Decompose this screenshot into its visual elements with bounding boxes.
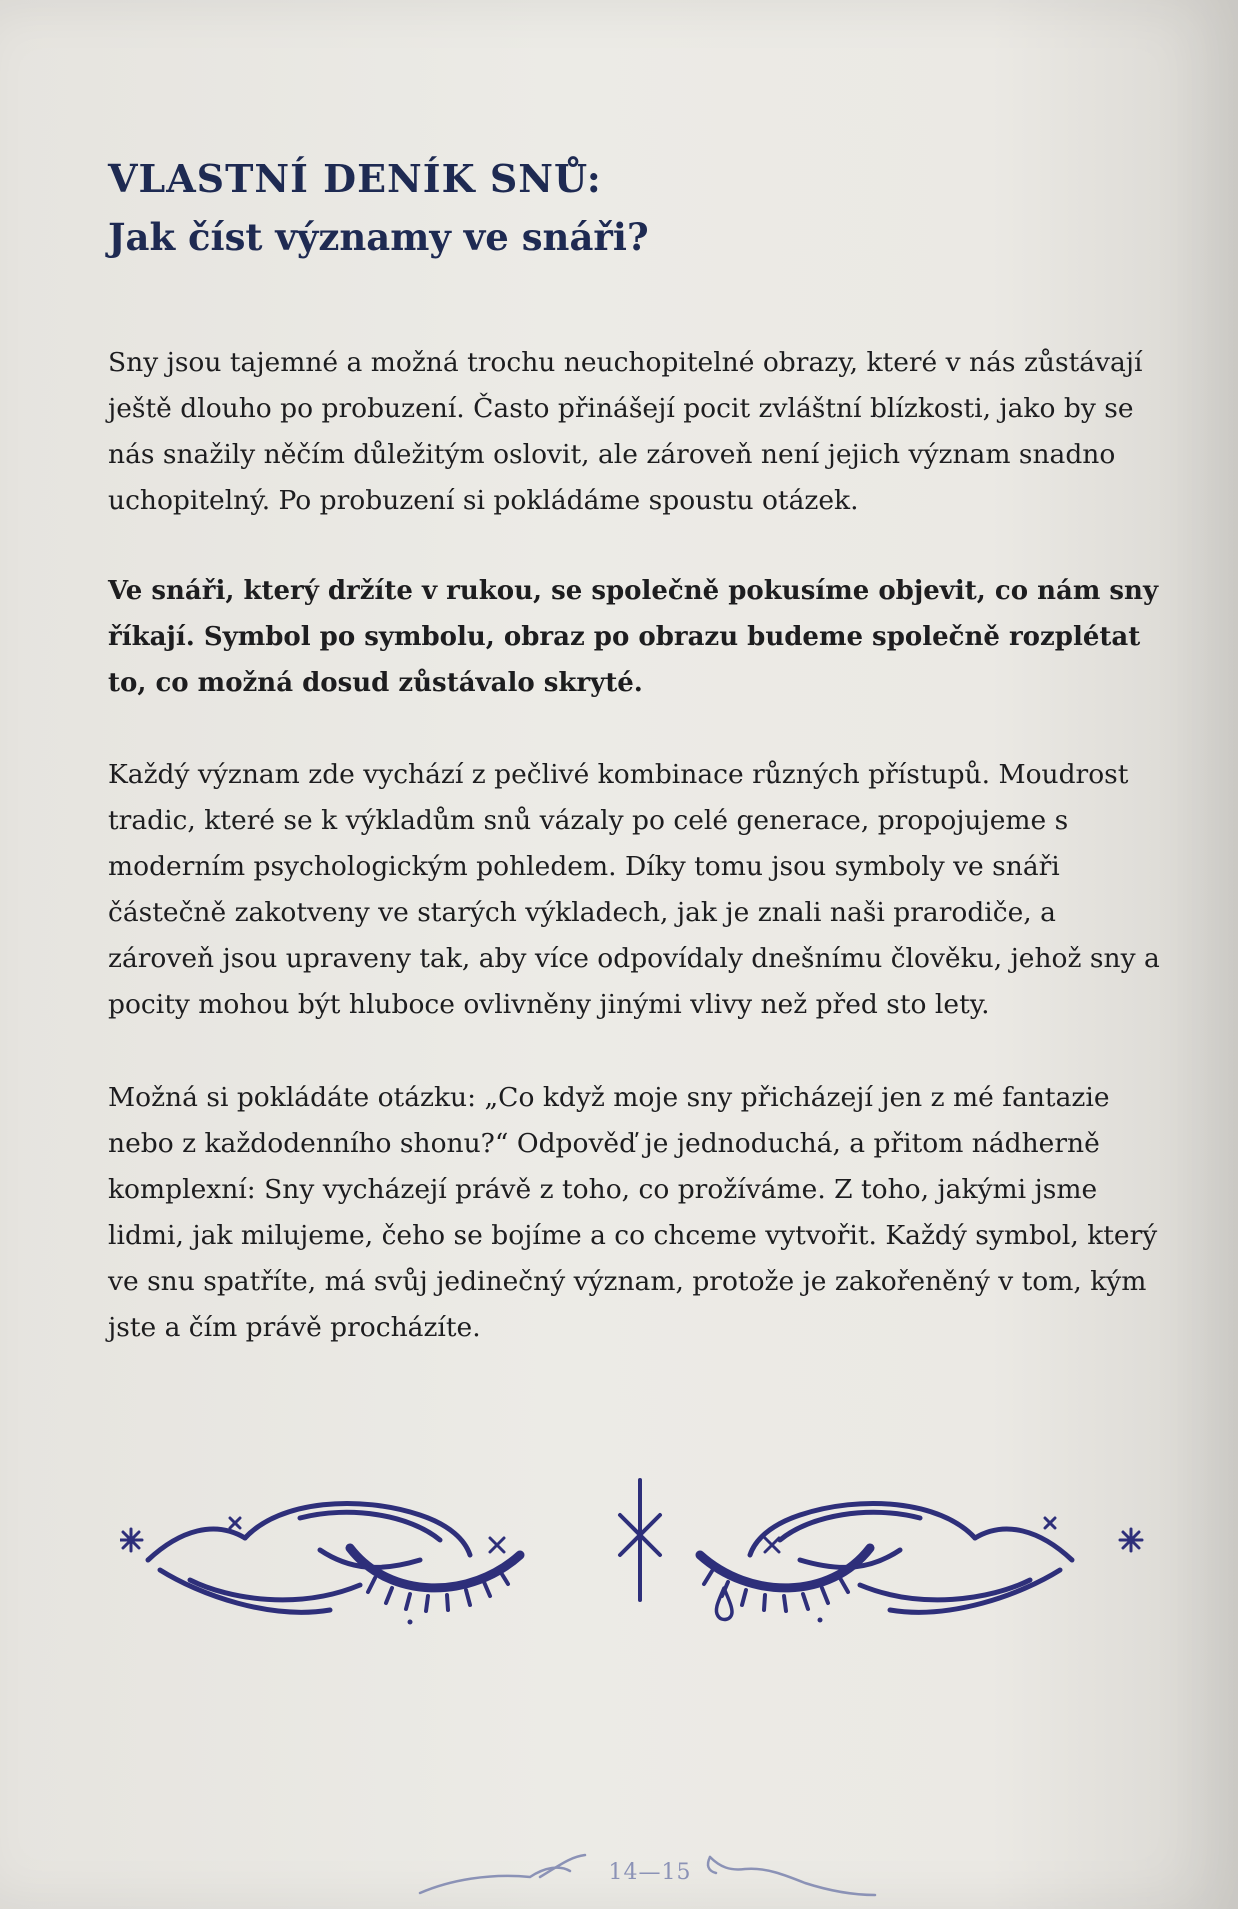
- center-star-icon: [620, 1480, 660, 1600]
- paragraph-question: Možná si pokládáte otázku: „Co když moje sny přicházejí jen z mé fantazie nebo z každodenního shonu?“ Odpověď je jednoduchá, a přitom nádherně komplexní: Sny vycházejí právě z toho, co prožíváme. Z toho, jakými jsme lidmi, jak milujeme, čeho se bojíme a co chceme vytvořit. Každý symbol, který ve snu spatříte, má svůj jedinečný význam, protože je zakořeněný v tom, kým jste a čím právě procházíte.: [108, 1082, 1158, 1343]
- paragraph-method: Každý význam zde vychází z pečlivé kombinace různých přístupů. Moudrost tradic, které se k výkladům snů vázaly po celé generace, propojujeme s moderním psychologickým pohledem. Díky tomu jsou symboly ve snáři částečně zakotveny ve starých výkladech, jak je znali naši prarodiče, a zároveň jsou upraveny tak, aby více odpovídaly dnešnímu člověku, jehož sny a pocity mohou být hluboce ovlivněny jinými vlivy než před sto lety.: [108, 759, 1160, 1020]
- closed-eye-icon: [700, 1548, 870, 1623]
- star-icon: [1120, 1529, 1142, 1551]
- dream-ornament: [120, 1460, 1160, 1630]
- tear-icon: [716, 1588, 732, 1619]
- closed-eye-icon: [350, 1548, 520, 1625]
- page-title: [108, 150, 1158, 266]
- cloud-icon: [750, 1503, 1072, 1612]
- star-icon: [120, 1529, 142, 1551]
- page-number: 14—15: [608, 1860, 692, 1885]
- title-line-2: Jak číst významy ve snáři?: [108, 215, 649, 259]
- paragraph-bold: Ve snáři, který držíte v rukou, se společně pokusíme objevit, co nám sny říkají. Symbol po symbolu, obraz po obrazu budeme společně rozplétat to, co možná dosud zůstávalo skryté.: [108, 576, 1159, 698]
- title-line-1: VLASTNÍ DENÍK SNŮ:: [108, 156, 602, 201]
- cloud-icon: [148, 1503, 470, 1612]
- paragraph-intro: Sny jsou tajemné a možná trochu neuchopitelné obrazy, které v nás zůstávají ještě dlouho po probuzení. Často přinášejí pocit zvláštní blízkosti, jako by se nás snažily něčím důležitým oslovit, ale zároveň není jejich význam snadno uchopitelný. Po probuzení si pokládáme spoustu otázek.: [108, 347, 1143, 516]
